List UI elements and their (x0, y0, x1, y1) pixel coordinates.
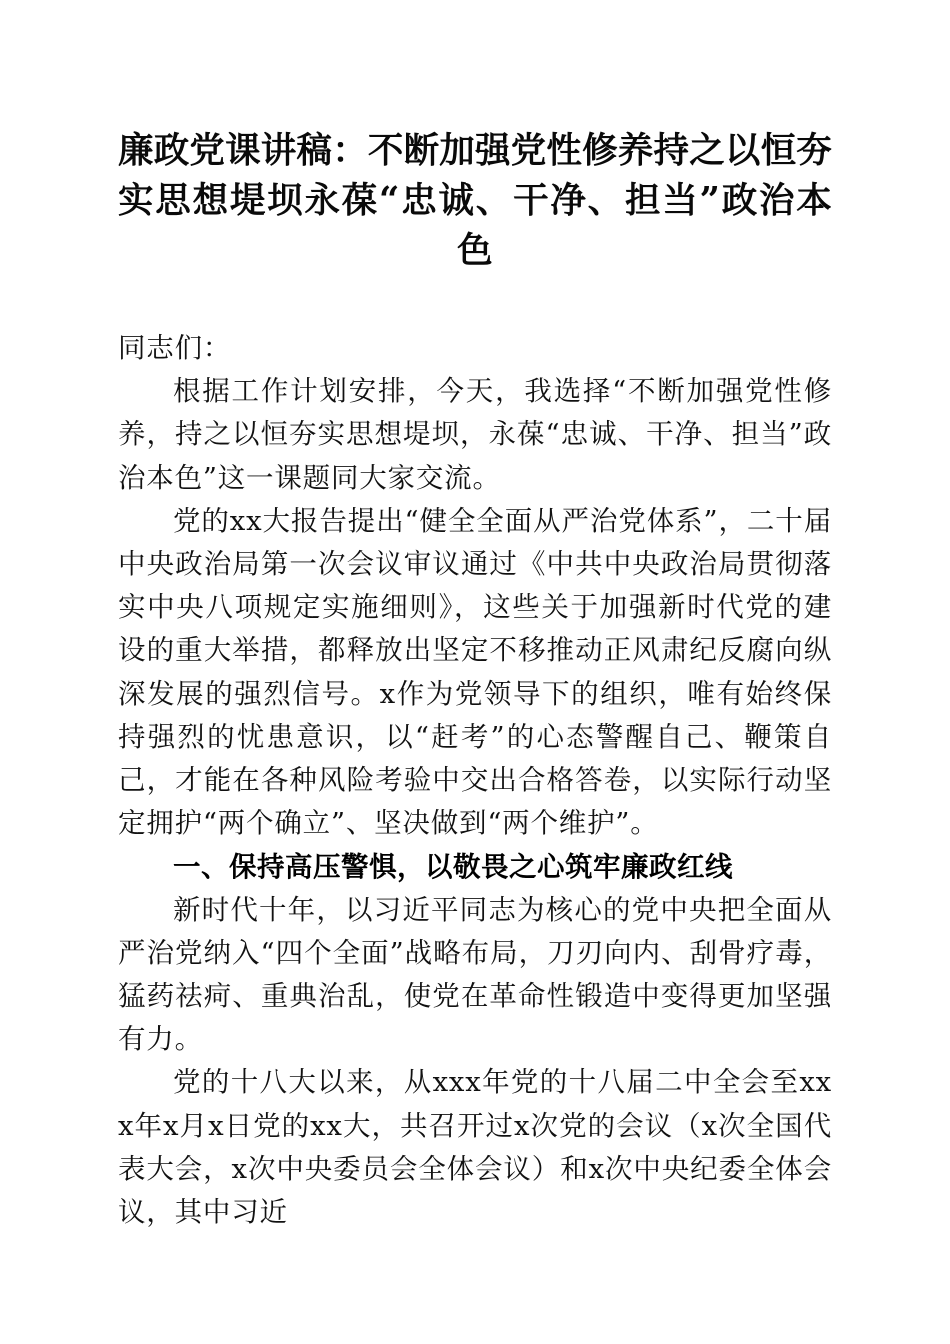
paragraph-2: 党的xx大报告提出“健全全面从严治党体系”，二十届中央政治局第一次会议审议通过《中共中央政治局贯彻落实中央八项规定实施细则》，这些关于加强新时代党的建设的重大举措，都释放出坚定不移推动正风肃纪反腐向纵深发展的强烈信号。x作为党领导下的组织，唯有始终保持强烈的忧患意识，以“赶考”的心态警醒自己、鞭策自己，才能在各种风险考验中交出合格答卷，以实际行动坚定拥护“两个确立”、坚决做到“两个维护”。 (118, 504, 832, 840)
page-title: 廉政党课讲稿：不断加强党性修养持之以恒夯实思想堤坝永葆“忠诚、干净、担当”政治本色 (118, 130, 833, 271)
document-content (118, 0, 832, 1234)
salutation-line: 同志们： (118, 332, 232, 364)
paragraph-1: 根据工作计划安排，今天，我选择“不断加强党性修养，持之以恒夯实思想堤坝，永葆“忠诚、干净、担当”政治本色”这一课题同大家交流。 (118, 375, 832, 494)
section-paragraph-2: 党的十八大以来，从xxx年党的十八届二中全会至xxx年x月x日党的xx大，共召开过x次党的会议（x次全国代表大会，x次中央委员会全体会议）和x次中央纪委全体会议，其中习近 (118, 1066, 832, 1229)
section-heading-1: 一、保持高压警惧，以敬畏之心筑牢廉政红线 (173, 851, 733, 883)
section-paragraph-1: 新时代十年，以习近平同志为核心的党中央把全面从严治党纳入“四个全面”战略布局，刀刃向内、刮骨疗毒，猛药祛疴、重典治乱，使党在革命性锻造中变得更加坚强有力。 (118, 893, 832, 1056)
